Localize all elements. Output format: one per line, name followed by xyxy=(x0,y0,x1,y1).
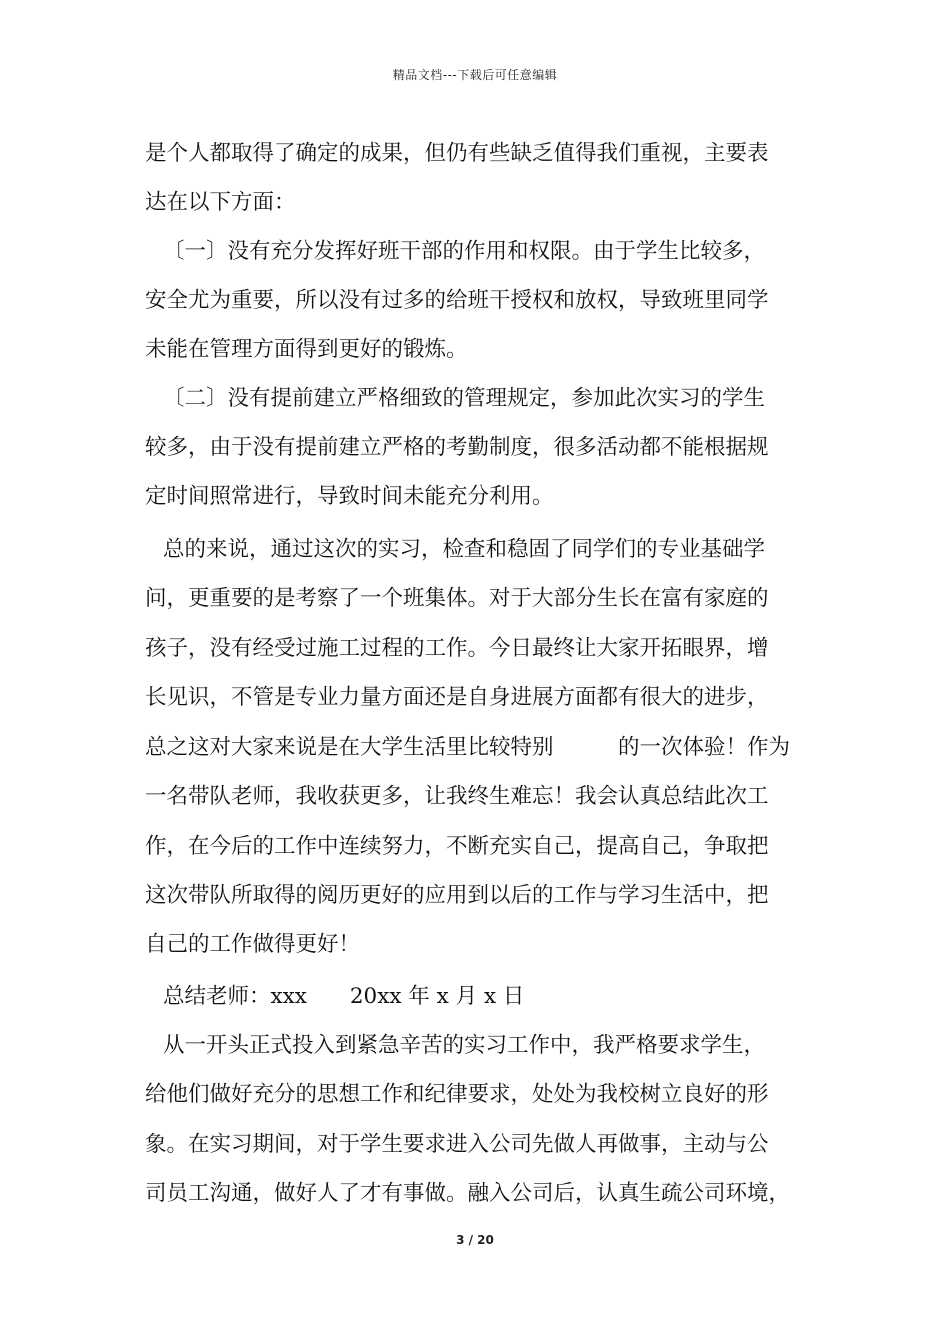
text-line: 安全尤为重要，所以没有过多的给班干授权和放权，导致班里同学 xyxy=(145,288,769,313)
text-line: 是个人都取得了确定的成果，但仍有些缺乏值得我们重视，主要表 xyxy=(145,141,769,166)
page-number: 3 / 20 xyxy=(456,1233,494,1247)
text-line: 达在以下方面： xyxy=(145,190,296,215)
text-line: 总的来说，通过这次的实习，检查和稳固了同学们的专业基础学 xyxy=(163,537,766,562)
text-line: 长见识，不管是专业力量方面还是自身进展方面都有很大的进步， xyxy=(145,685,769,710)
text-line: 问，更重要的是考察了一个班集体。对于大部分生长在富有家庭的 xyxy=(145,586,769,611)
text-line: 自己的工作做得更好！ xyxy=(145,932,361,957)
text-line: 从一开头正式投入到紧急辛苦的实习工作中，我严格要求学生， xyxy=(163,1033,766,1058)
signature-line: 总结老师：xxx 20xx 年 x 月 x 日 xyxy=(163,984,525,1009)
text-line: 孩子，没有经受过施工过程的工作。今日最终让大家开拓眼界，增 xyxy=(145,636,769,661)
text-line: 〔一〕没有充分发挥好班干部的作用和权限。由于学生比较多， xyxy=(163,239,766,264)
text-line: 较多，由于没有提前建立严格的考勤制度，很多活动都不能根据规 xyxy=(145,435,769,460)
text-line: 一名带队老师，我收获更多，让我终生难忘！我会认真总结此次工 xyxy=(145,784,769,809)
text-line: 〔二〕没有提前建立严格细致的管理规定，参加此次实习的学生 xyxy=(163,386,766,411)
text-line: 作，在今后的工作中连续努力，不断充实自己，提高自己，争取把 xyxy=(145,834,769,859)
page-header: 精品文档---下载后可任意编辑 xyxy=(392,68,558,82)
text-line: 给他们做好充分的思想工作和纪律要求，处处为我校树立良好的形 xyxy=(145,1082,769,1107)
text-line: 未能在管理方面得到更好的锻炼。 xyxy=(145,337,468,362)
text-line: 定时间照常进行，导致时间未能充分利用。 xyxy=(145,484,554,509)
text-line: 象。在实习期间，对于学生要求进入公司先做人再做事，主动与公 xyxy=(145,1132,769,1157)
text-line: 这次带队所取得的阅历更好的应用到以后的工作与学习生活中，把 xyxy=(145,883,769,908)
text-line: 总之这对大家来说是在大学生活里比较特别 的一次体验！作为 xyxy=(145,735,791,760)
text-line: 司员工沟通，做好人了才有事做。融入公司后，认真生疏公司环境， xyxy=(145,1181,791,1206)
